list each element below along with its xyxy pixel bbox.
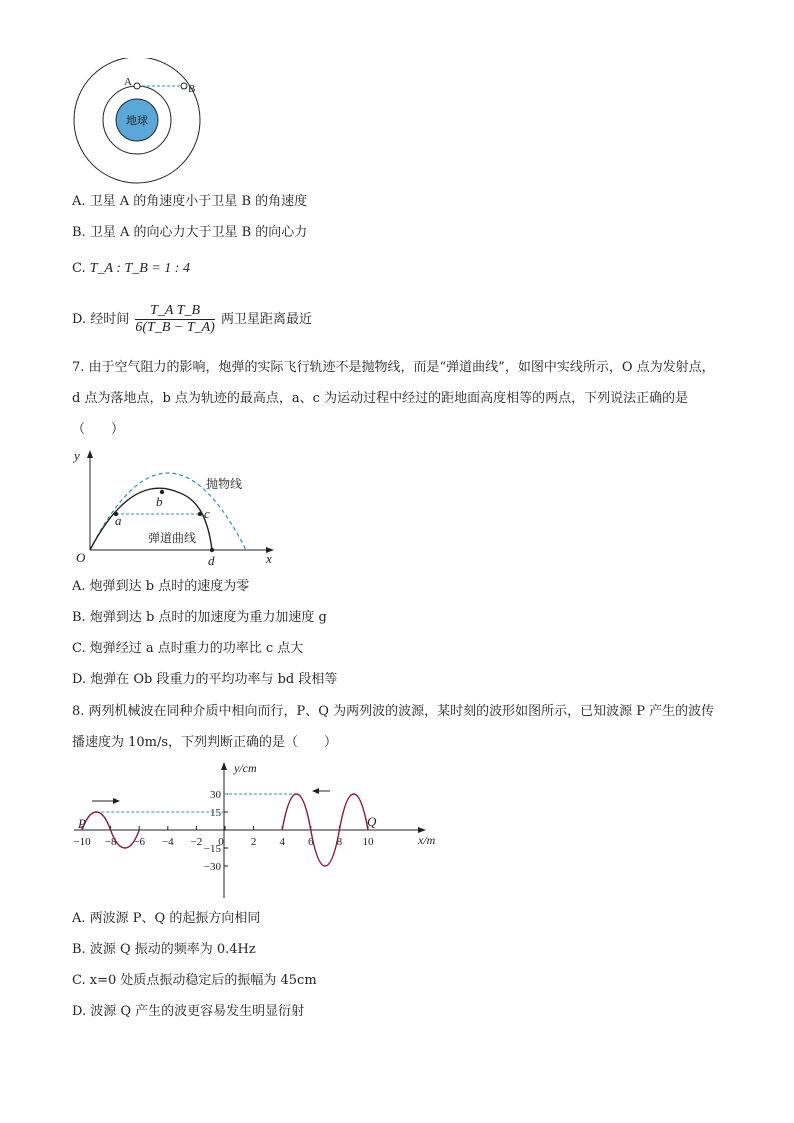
q6-option-a: A. 卫星 A 的角速度小于卫星 B 的角速度 (72, 194, 308, 209)
x-tick-label: −8 (104, 836, 117, 848)
satellite-b (181, 83, 187, 89)
label-p: P (78, 816, 86, 831)
x-tick-label: 10 (362, 836, 374, 848)
y-tick-label: −15 (203, 843, 221, 855)
q8-option-d: D. 波源 Q 产生的波更容易发生明显衍射 (72, 1004, 305, 1019)
x-axis-label: x/m (418, 833, 436, 847)
q7-option-d: D. 炮弹在 Ob 段重力的平均功率与 bd 段相等 (72, 672, 338, 687)
q6-option-d-fraction (135, 303, 214, 336)
x-tick-label: −2 (190, 836, 203, 848)
label-a: a (115, 513, 122, 528)
label-a: A (124, 76, 132, 88)
x-tick-label: 2 (250, 836, 257, 848)
curve-label: 弹道曲线 (148, 531, 197, 545)
q7-stem: 7. 由于空气阻力的影响，炮弹的实际飞行轨迹不是抛物线，而是“弹道曲线”，如图中实线所示，O 点为发射点，d 点为落地点，b 点为轨迹的最高点，a、c 为运动过程中经过的距地面高度相等的两点，下列说法正确的是（ ） (72, 360, 715, 437)
q8-stem: 8. 两列机械波在同种介质中相向而行，P、Q 为两列波的波源，某时刻的波形如图所示，已知波源 P 产生的波传播速度为 10m/s，下列判断正确的是（ ） (72, 704, 715, 750)
origin-label: O (76, 550, 86, 565)
left-arrow-icon (312, 788, 330, 794)
point-c (198, 512, 202, 516)
x-label: x (266, 551, 272, 566)
q6-option-c (72, 260, 190, 278)
q7-option-c: C. 炮弹经过 a 点时重力的功率比 c 点大 (72, 641, 304, 656)
x-tick-label: 0 (218, 836, 224, 848)
label-b: B (188, 83, 196, 95)
q6-option-d (72, 300, 312, 340)
right-arrow-icon (92, 798, 120, 804)
q8-option-b: B. 波源 Q 振动的频率为 0.4Hz (72, 942, 256, 957)
x-tick-label: 6 (308, 836, 314, 848)
x-tick-label: −10 (73, 836, 91, 848)
label-c: c (204, 506, 210, 521)
y-axis-arrow (221, 762, 227, 770)
x-tick-label: −6 (133, 836, 146, 848)
x-tick-label: −4 (161, 836, 174, 848)
earth-label: 地球 (126, 115, 148, 127)
y-tick-label: 15 (210, 807, 221, 819)
q6-option-d-suffix: 两卫星距离最近 (220, 312, 312, 327)
orbit-figure (70, 58, 210, 188)
y-arrow (87, 450, 93, 458)
trajectory-figure (70, 448, 285, 570)
q6-option-c-formula: T_A : T_B = 1 : 4 (89, 261, 190, 276)
q8-option-c: C. x=0 处质点振动稳定后的振幅为 45cm (72, 973, 317, 988)
x-tick-label: 8 (336, 836, 343, 848)
wave-axes (74, 762, 426, 898)
label-q: Q (367, 814, 377, 829)
parabola-label: 抛物线 (206, 477, 243, 491)
y-label: y (74, 448, 80, 463)
q6-option-d-prefix: D. 经时间 (72, 312, 130, 327)
label-d: d (208, 553, 215, 568)
x-tick-label: 4 (279, 836, 285, 848)
q8-option-a: A. 两波源 P、Q 的起振方向相同 (72, 911, 261, 926)
y-axis-label: y/cm (234, 761, 257, 775)
q7-option-a: A. 炮弹到达 b 点时的速度为零 (72, 579, 250, 594)
satellite-a (134, 83, 140, 89)
fraction-numerator: T_A T_B (135, 303, 214, 320)
label-b: b (156, 494, 163, 509)
fraction-denominator: 6(T_B − T_A) (135, 320, 215, 335)
q7-option-b: B. 炮弹到达 b 点时的加速度为重力加速度 g (72, 610, 327, 625)
q6-option-c-prefix: C. (72, 261, 90, 276)
point-d (210, 548, 214, 552)
wave-chart (70, 760, 450, 900)
q6-option-b: B. 卫星 A 的向心力大于卫星 B 的向心力 (72, 225, 308, 240)
y-tick-label: 30 (210, 789, 221, 801)
y-tick-label: −30 (203, 861, 221, 873)
